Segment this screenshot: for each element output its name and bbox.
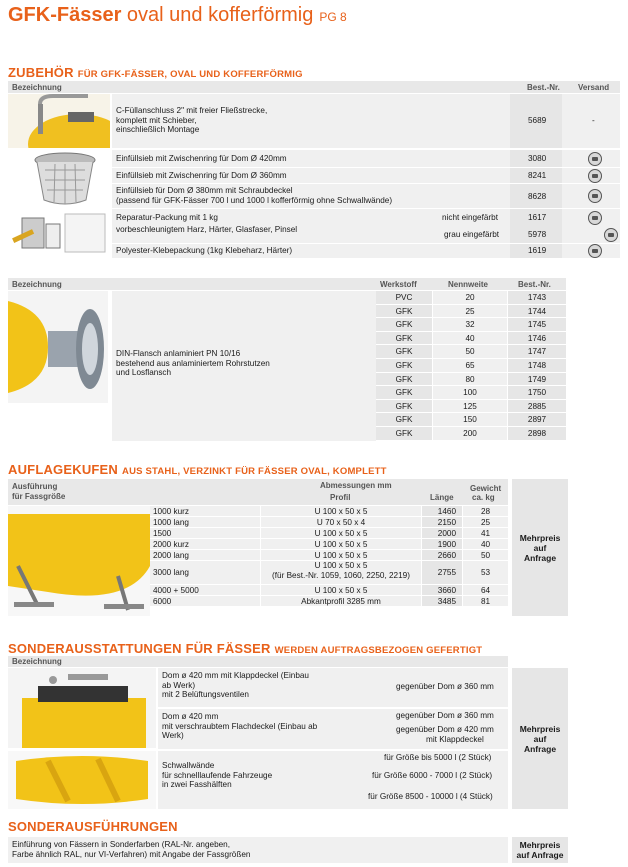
nennweite-cell: 200	[463, 429, 477, 438]
fuellanschluss-image	[8, 94, 110, 148]
gewicht-cell: 81	[480, 597, 491, 606]
sonderaus-row-1: Dom ø 420 mm mit Klappdeckel (Einbau ab Werk) mit 2 Belüftungsventilen gegenüber Dom ø 360 mm	[158, 668, 508, 707]
nennweite-cell: 50	[465, 347, 475, 357]
flansch-row	[376, 291, 566, 304]
best-nr-cell: 1748	[527, 361, 547, 370]
nennweite-cell: 32	[465, 320, 475, 330]
flansch-row	[376, 332, 566, 345]
flansch-header: Bezeichnung Werkstoff Nennweite Best.-Nr.	[8, 278, 566, 290]
din-flansch-image	[8, 291, 108, 403]
truck-icon	[588, 244, 602, 258]
flansch-row	[376, 305, 566, 318]
werkstoff-cell: GFK	[395, 429, 413, 438]
laenge-cell: 2660	[437, 551, 456, 560]
zubehoer-row-5: Reparatur-Packung mit 1 kg vorbeschleunigtem Harz, Härter, Glasfaser, Pinsel nicht eingefärbt grau eingefärbt 1617 5978	[112, 209, 620, 243]
kufen-row	[150, 528, 508, 539]
kufen-row	[150, 539, 508, 550]
sonderaus-mehrpreis: Mehrpreis auf Anfrage	[512, 668, 568, 809]
profil-cell: Abkantprofil 3285 mm	[301, 597, 381, 606]
laenge-cell: 3660	[437, 586, 456, 595]
fassgroesse-cell: 1000 lang	[153, 518, 189, 527]
einfuellsieb-image	[30, 150, 100, 208]
kufen-row	[150, 550, 508, 561]
flansch-row	[376, 386, 566, 399]
kufen-mehrpreis: Mehrpreis auf Anfrage	[512, 479, 568, 616]
nennweite-cell: 125	[463, 401, 477, 411]
profil-cell: U 100 x 50 x 5	[314, 586, 368, 595]
best-nr-cell: 1743	[527, 293, 547, 302]
fassgroesse-cell: 1000 kurz	[153, 507, 189, 516]
laenge-cell: 2150	[437, 518, 456, 527]
flansch-row	[376, 400, 566, 413]
flansch-row	[376, 318, 566, 331]
truck-icon	[588, 189, 602, 203]
zubehoer-row-7: Polyester-Klebepackung (1kg Klebeharz, Härter) 1619	[112, 244, 620, 258]
werkstoff-cell: GFK	[395, 401, 413, 411]
werkstoff-cell: GFK	[395, 347, 413, 357]
werkstoff-cell: GFK	[395, 320, 413, 330]
best-nr-cell: 1745	[527, 320, 547, 330]
fassgroesse-cell: 4000 + 5000	[153, 586, 199, 595]
fassgroesse-cell: 2000 lang	[153, 551, 189, 560]
truck-icon	[604, 228, 618, 242]
section-sonderausstattungen-heading: SONDERAUSSTATTUNGEN FÜR FÄSSER WERDEN AUFTRAGSBEZOGEN GEFERTIGT	[8, 641, 483, 656]
profil-cell: U 70 x 50 x 4	[316, 518, 366, 527]
laenge-cell: 1460	[437, 507, 456, 516]
nennweite-cell: 150	[463, 415, 477, 425]
gewicht-cell: 40	[480, 540, 491, 549]
laenge-cell: 1900	[437, 540, 456, 549]
werkstoff-cell: GFK	[395, 333, 413, 343]
flansch-row	[376, 345, 566, 358]
page-title: GFK-Fässer oval und kofferförmig PG 8	[8, 4, 347, 26]
fassgroesse-cell: 2000 kurz	[153, 540, 189, 549]
section-kufen-heading: AUFLAGEKUFEN AUS STAHL, VERZINKT FÜR FÄSSER OVAL, KOMPLETT	[8, 462, 387, 477]
profil-cell: U 100 x 50 x 5	[314, 507, 368, 516]
werkstoff-cell: GFK	[395, 361, 413, 370]
best-nr-cell: 1746	[527, 333, 547, 343]
best-nr-cell: 1747	[527, 347, 547, 357]
sonderaus-header: Bezeichnung	[8, 656, 508, 667]
gewicht-cell: 53	[480, 568, 491, 577]
fassgroesse-cell: 6000	[153, 597, 172, 606]
zubehoer-row-1: C-Füllanschluss 2" mit freier Fließstrecke, komplett mit Schieber, einschließlich Montage 5689 -	[112, 94, 620, 148]
kufen-header: Ausführung für Fassgröße Abmessungen mm Profil Länge Gewicht ca. kg	[8, 479, 508, 505]
dom-klappdeckel-image	[8, 668, 156, 748]
zubehoer-row-2: Einfüllsieb mit Zwischenring für Dom Ø 420mm 3080	[112, 150, 620, 167]
truck-icon	[588, 152, 602, 166]
kufen-row	[150, 506, 508, 517]
truck-icon	[588, 169, 602, 183]
best-nr-cell: 2885	[527, 401, 547, 411]
schwallwaende-image	[8, 751, 156, 809]
nennweite-cell: 80	[465, 374, 475, 384]
kufen-row	[150, 561, 508, 585]
werkstoff-cell: PVC	[395, 293, 413, 302]
profil-cell: U 100 x 50 x 5	[314, 551, 368, 560]
flansch-row	[376, 373, 566, 386]
laenge-cell: 2000	[437, 529, 456, 538]
kufen-row	[150, 596, 508, 607]
profil-cell: U 100 x 50 x 5	[314, 529, 368, 538]
sonderaus-row-3: Schwallwände für schnelllaufende Fahrzeuge in zwei Fasshälften für Größe bis 5000 l (2 Stück) für Größe 6000 - 7000 l (2 Stück) für Größe 8500 - 10000 l (4 Stück)	[158, 751, 508, 809]
section-sonderausfuehrungen-heading: SONDERAUSFÜHRUNGEN	[8, 819, 178, 834]
section-zubehoer-heading: ZUBEHÖR FÜR GFK-FÄSSER, OVAL UND KOFFERFÖRMIG	[8, 65, 303, 80]
sonderaus-row-2: Dom ø 420 mm mit verschraubtem Flachdeckel (Einbau ab Werk) gegenüber Dom ø 360 mm gegenüber Dom ø 420 mm mit Klappdeckel	[158, 709, 508, 749]
werkstoff-cell: GFK	[395, 388, 413, 398]
nennweite-cell: 20	[465, 293, 475, 302]
nennweite-cell: 40	[465, 333, 475, 343]
truck-icon	[588, 211, 602, 225]
sonderausf-row: Einführung von Fässern in Sonderfarben (RAL-Nr. angeben, Farbe ähnlich RAL, nur VI-Verfahren) mit Angabe der Fassgrößen	[8, 837, 508, 863]
fassgroesse-cell: 1500	[153, 529, 172, 538]
kufen-row	[150, 517, 508, 528]
gewicht-cell: 50	[480, 551, 491, 560]
gewicht-cell: 64	[480, 586, 491, 595]
nennweite-cell: 25	[465, 306, 475, 316]
best-nr-cell: 1750	[527, 388, 547, 398]
best-nr-cell: 2898	[527, 429, 547, 438]
best-nr-cell: 1749	[527, 374, 547, 384]
kufen-row	[150, 585, 508, 596]
best-nr-cell: 2897	[527, 415, 547, 425]
zubehoer-row-4: Einfüllsieb für Dom Ø 380mm mit Schraubdeckel (passend für GFK-Fässer 700 l und 1000 l kofferförmig ohne Schwallwände) 8628	[112, 184, 620, 208]
zubehoer-header: Bezeichnung Best.-Nr. Versand	[8, 81, 620, 93]
werkstoff-cell: GFK	[395, 306, 413, 316]
best-nr-cell: 1744	[527, 306, 547, 316]
laenge-cell: 3485	[437, 597, 456, 606]
flansch-row	[376, 359, 566, 372]
gewicht-cell: 25	[480, 518, 491, 527]
reparatur-packung-image	[10, 210, 108, 258]
laenge-cell: 2755	[437, 568, 456, 577]
auflagekufen-image	[8, 506, 150, 616]
gewicht-cell: 41	[480, 529, 491, 538]
gewicht-cell: 28	[480, 507, 491, 516]
zubehoer-row-3: Einfüllsieb mit Zwischenring für Dom Ø 360mm 8241	[112, 168, 620, 183]
nennweite-cell: 100	[463, 388, 477, 398]
werkstoff-cell: GFK	[395, 415, 413, 425]
sonderausf-mehrpreis: Mehrpreis auf Anfrage	[512, 837, 568, 863]
nennweite-cell: 65	[465, 361, 475, 370]
flansch-description: DIN-Flansch anlaminiert PN 10/16 bestehend aus anlaminiertem Rohrstutzen und Losflansch	[112, 291, 376, 441]
flansch-row	[376, 413, 566, 426]
profil-cell: U 100 x 50 x 5	[314, 540, 368, 549]
werkstoff-cell: GFK	[395, 374, 413, 384]
profil-cell: U 100 x 50 x 5 (für Best.-Nr. 1059, 1060, 2250, 2219)	[272, 561, 410, 580]
fassgroesse-cell: 3000 lang	[153, 568, 189, 577]
flansch-row	[376, 427, 566, 440]
